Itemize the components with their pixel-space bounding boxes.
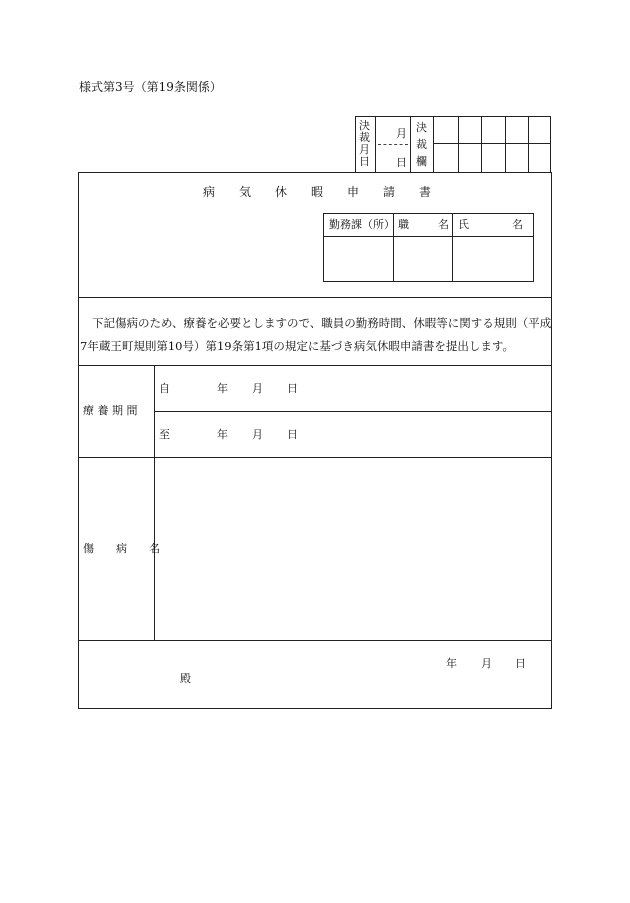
- position-field[interactable]: [394, 237, 451, 281]
- approval-date-char: 裁: [359, 131, 370, 144]
- footer-month: 月: [481, 657, 492, 670]
- form-number: 様式第3号（第19条関係）: [79, 80, 222, 94]
- approval-date-char: 決: [359, 119, 370, 132]
- period-from-field[interactable]: [172, 367, 550, 409]
- approval-day: 日: [396, 156, 407, 169]
- period-label: 療 養 期 間: [83, 404, 138, 417]
- department-field[interactable]: [324, 237, 392, 281]
- period-to-month: 月: [252, 428, 263, 441]
- approval-date-char: 月: [359, 143, 370, 156]
- statement-line-1: 下記傷病のため、療養を必要としますので、職員の勤務時間、休暇等に関する規則（平成: [92, 316, 552, 330]
- form-title: 病 気 休 暇 申 請 書: [203, 185, 432, 199]
- period-to-day: 日: [287, 428, 298, 441]
- header-department: 勤務課（所）: [329, 218, 395, 231]
- approval-column-char: 裁: [416, 138, 427, 151]
- period-from-year: 年: [217, 382, 228, 395]
- approval-column-char: 決: [416, 121, 427, 134]
- addressee-suffix: 殿: [180, 672, 191, 685]
- header-position-1: 職: [398, 218, 409, 231]
- period-from-label: 自: [159, 382, 170, 395]
- period-to-year: 年: [217, 428, 228, 441]
- approval-month: 月: [396, 127, 407, 140]
- footer-day: 日: [515, 657, 526, 670]
- applicant-name-field[interactable]: [453, 237, 533, 281]
- approval-date-char: 日: [359, 155, 370, 168]
- header-position-2: 名: [438, 218, 449, 231]
- statement-line-2: 7年蔵王町規則第10号）第19条第1項の規定に基づき病気休暇申請書を提出します。: [80, 339, 514, 353]
- approval-column-char: 欄: [416, 155, 427, 168]
- period-from-month: 月: [252, 382, 263, 395]
- illness-name-field[interactable]: [156, 459, 550, 638]
- illness-label: 傷 病 名: [83, 542, 160, 555]
- period-to-label: 至: [159, 428, 170, 441]
- period-to-field[interactable]: [172, 413, 550, 455]
- footer-year: 年: [446, 657, 457, 670]
- period-from-day: 日: [287, 382, 298, 395]
- header-name-1: 氏: [458, 218, 469, 231]
- header-name-2: 名: [512, 218, 523, 231]
